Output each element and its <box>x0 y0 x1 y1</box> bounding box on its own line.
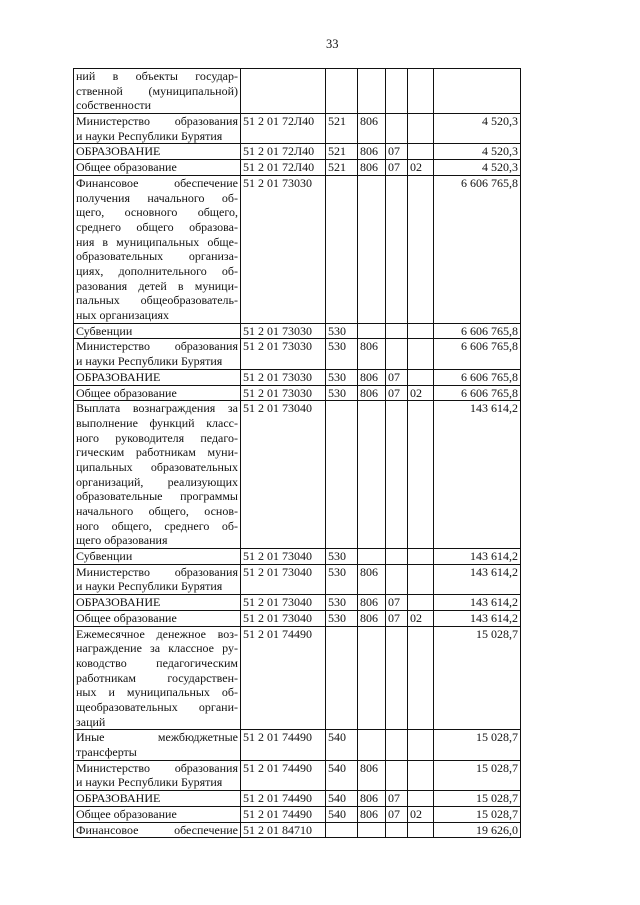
amount-cell: 6 606 765,8 <box>434 175 521 323</box>
item-name-cell <box>74 626 241 730</box>
section-cell <box>386 730 408 760</box>
amount-cell: 19 626,0 <box>434 822 521 838</box>
target-article-code-cell: 51 2 01 72Л40 <box>241 160 326 176</box>
section-cell <box>386 401 408 549</box>
item-name-line: ОБРАЗОВАНИЕ <box>76 791 161 806</box>
target-article-code-cell: 51 2 01 74490 <box>241 760 326 790</box>
item-name-line: щеобразовательных органи- <box>76 700 238 714</box>
target-article-code-cell: 51 2 01 73040 <box>241 595 326 611</box>
amount-cell: 15 028,7 <box>434 760 521 790</box>
ministry-code-cell: 806 <box>358 610 386 626</box>
ministry-code-cell: 806 <box>358 369 386 385</box>
item-name-cell <box>74 69 241 114</box>
amount-cell: 6 606 765,8 <box>434 369 521 385</box>
item-name-line: ных и муниципальных об- <box>76 685 238 700</box>
expense-type-cell: 521 <box>326 160 358 176</box>
target-article-code-cell: 51 2 01 73030 <box>241 339 326 369</box>
ministry-code-cell <box>358 822 386 838</box>
subsection-cell <box>408 69 434 114</box>
subsection-cell: 02 <box>408 385 434 401</box>
subsection-cell <box>408 791 434 807</box>
item-name-cell <box>74 791 241 807</box>
table-row <box>74 160 521 176</box>
item-name-cell <box>74 549 241 565</box>
table-row <box>74 385 521 401</box>
item-name-cell <box>74 323 241 339</box>
subsection-cell <box>408 401 434 549</box>
item-name-line: образовательных организа- <box>76 249 238 264</box>
item-name-line: ного руководителя педаго- <box>76 430 238 445</box>
amount-cell: 6 606 765,8 <box>434 339 521 369</box>
expense-type-cell: 530 <box>326 595 358 611</box>
amount-cell: 143 614,2 <box>434 401 521 549</box>
target-article-code-cell: 51 2 01 74490 <box>241 730 326 760</box>
table-row <box>74 595 521 611</box>
ministry-code-cell: 806 <box>358 160 386 176</box>
section-cell <box>386 822 408 838</box>
target-article-code-cell: 51 2 01 72Л40 <box>241 144 326 160</box>
section-cell <box>386 69 408 114</box>
item-name-cell <box>74 401 241 549</box>
table-row <box>74 549 521 565</box>
target-article-code-cell: 51 2 01 74490 <box>241 626 326 730</box>
subsection-cell <box>408 564 434 594</box>
target-article-code-cell: 51 2 01 74490 <box>241 806 326 822</box>
table-row <box>74 626 521 730</box>
table-row <box>74 323 521 339</box>
section-cell: 07 <box>386 610 408 626</box>
item-name-line: среднего общего образова- <box>76 219 238 234</box>
table-row <box>74 791 521 807</box>
subsection-cell: 02 <box>408 806 434 822</box>
item-name-line: получения начального об- <box>76 190 238 205</box>
subsection-cell <box>408 369 434 385</box>
subsection-cell <box>408 760 434 790</box>
expense-type-cell <box>326 175 358 323</box>
target-article-code-cell: 51 2 01 73030 <box>241 385 326 401</box>
table-row <box>74 822 521 838</box>
ministry-code-cell: 806 <box>358 564 386 594</box>
expense-type-cell: 530 <box>326 323 358 339</box>
table-row <box>74 564 521 594</box>
section-cell: 07 <box>386 144 408 160</box>
item-name-line: ципальных образовательных <box>76 459 238 474</box>
subsection-cell <box>408 626 434 730</box>
expense-type-cell <box>326 626 358 730</box>
expense-type-cell: 540 <box>326 730 358 760</box>
table-row <box>74 369 521 385</box>
item-name-cell <box>74 610 241 626</box>
item-name-line: ния в муниципальных обще- <box>76 234 238 249</box>
item-name-line: Ежемесячное денежное воз- <box>76 626 238 641</box>
subsection-cell <box>408 339 434 369</box>
expense-type-cell: 530 <box>326 385 358 401</box>
expense-type-cell: 530 <box>326 369 358 385</box>
section-cell <box>386 339 408 369</box>
section-cell: 07 <box>386 806 408 822</box>
item-name-line: работникам государствен- <box>76 670 238 685</box>
expense-type-cell <box>326 401 358 549</box>
item-name-line: Выплата вознаграждения за <box>76 401 238 416</box>
target-article-code-cell: 51 2 01 72Л40 <box>241 114 326 144</box>
item-name-line: ОБРАЗОВАНИЕ <box>76 369 161 384</box>
ministry-code-cell: 806 <box>358 595 386 611</box>
item-name-cell <box>74 806 241 822</box>
item-name-line: щего образования <box>76 533 168 548</box>
ministry-code-cell: 806 <box>358 144 386 160</box>
ministry-code-cell: 806 <box>358 385 386 401</box>
item-name-line: Министерство образования <box>76 564 238 579</box>
expense-type-cell <box>326 822 358 838</box>
item-name-line: ных организациях <box>76 308 170 323</box>
item-name-line: Общее образование <box>76 385 177 400</box>
target-article-code-cell: 51 2 01 84710 <box>241 822 326 838</box>
table-row <box>74 610 521 626</box>
item-name-line: ственной (муниципальной) <box>76 83 238 98</box>
section-cell <box>386 323 408 339</box>
amount-cell: 4 520,3 <box>434 144 521 160</box>
table-row <box>74 175 521 323</box>
ministry-code-cell <box>358 323 386 339</box>
expense-type-cell: 530 <box>326 610 358 626</box>
section-cell: 07 <box>386 595 408 611</box>
ministry-code-cell: 806 <box>358 760 386 790</box>
target-article-code-cell: 51 2 01 73040 <box>241 564 326 594</box>
amount-cell: 15 028,7 <box>434 791 521 807</box>
amount-cell: 143 614,2 <box>434 564 521 594</box>
target-article-code-cell: 51 2 01 73030 <box>241 369 326 385</box>
item-name-line: и науки Республики Бурятия <box>76 128 223 143</box>
item-name-cell <box>74 564 241 594</box>
section-cell <box>386 626 408 730</box>
subsection-cell <box>408 549 434 565</box>
item-name-line: Общее образование <box>76 610 177 625</box>
ministry-code-cell: 806 <box>358 806 386 822</box>
expense-type-cell: 521 <box>326 144 358 160</box>
item-name-line: ОБРАЗОВАНИЕ <box>76 144 161 159</box>
target-article-code-cell: 51 2 01 73040 <box>241 549 326 565</box>
subsection-cell: 02 <box>408 160 434 176</box>
section-cell <box>386 564 408 594</box>
item-name-line: Иные межбюджетные <box>76 730 238 745</box>
item-name-line: гическим работникам муни- <box>76 445 238 460</box>
item-name-line: Финансовое обеспечение <box>76 175 238 190</box>
item-name-line: Субвенции <box>76 549 133 564</box>
amount-cell: 15 028,7 <box>434 806 521 822</box>
table-row <box>74 114 521 144</box>
item-name-line: заций <box>76 714 106 729</box>
item-name-line: щего, основного общего, <box>76 205 238 220</box>
amount-cell: 143 614,2 <box>434 595 521 611</box>
item-name-cell <box>74 385 241 401</box>
table-row <box>74 339 521 369</box>
item-name-cell <box>74 730 241 760</box>
item-name-line: и науки Республики Бурятия <box>76 775 223 790</box>
budget-table-body <box>74 69 521 838</box>
item-name-line: пальных общеобразователь- <box>76 293 238 308</box>
amount-cell: 15 028,7 <box>434 730 521 760</box>
expense-type-cell: 530 <box>326 549 358 565</box>
ministry-code-cell <box>358 549 386 565</box>
page-number: 33 <box>326 37 339 51</box>
item-name-line: начального общего, основ- <box>76 504 238 519</box>
subsection-cell <box>408 175 434 323</box>
ministry-code-cell <box>358 69 386 114</box>
expense-type-cell: 540 <box>326 806 358 822</box>
subsection-cell <box>408 822 434 838</box>
target-article-code-cell: 51 2 01 73040 <box>241 401 326 549</box>
target-article-code-cell <box>241 69 326 114</box>
item-name-cell <box>74 144 241 160</box>
item-name-line: награждение за классное ру- <box>76 641 238 656</box>
expense-type-cell: 540 <box>326 791 358 807</box>
ministry-code-cell <box>358 175 386 323</box>
item-name-cell <box>74 369 241 385</box>
item-name-line: Общее образование <box>76 806 177 821</box>
section-cell <box>386 760 408 790</box>
item-name-line: ний в объекты государ- <box>76 69 238 83</box>
item-name-line: ного общего, среднего об- <box>76 518 238 533</box>
item-name-line: Министерство образования <box>76 114 238 129</box>
section-cell <box>386 114 408 144</box>
item-name-line: Субвенции <box>76 323 133 338</box>
item-name-line: Общее образование <box>76 160 177 175</box>
target-article-code-cell: 51 2 01 73030 <box>241 323 326 339</box>
subsection-cell <box>408 323 434 339</box>
amount-cell: 6 606 765,8 <box>434 323 521 339</box>
item-name-cell <box>74 339 241 369</box>
expense-type-cell: 530 <box>326 564 358 594</box>
item-name-line: образовательные программы <box>76 489 238 504</box>
item-name-line: собственности <box>76 98 152 113</box>
budget-table <box>73 68 521 838</box>
item-name-line: разования детей в муници- <box>76 278 238 293</box>
expense-type-cell: 530 <box>326 339 358 369</box>
item-name-line: Финансовое обеспечение <box>76 822 238 837</box>
item-name-cell <box>74 160 241 176</box>
amount-cell: 4 520,3 <box>434 114 521 144</box>
table-row <box>74 760 521 790</box>
section-cell: 07 <box>386 369 408 385</box>
item-name-cell <box>74 822 241 838</box>
table-row <box>74 401 521 549</box>
amount-cell: 143 614,2 <box>434 610 521 626</box>
expense-type-cell: 540 <box>326 760 358 790</box>
item-name-line: Министерство образования <box>76 339 238 354</box>
target-article-code-cell: 51 2 01 73030 <box>241 175 326 323</box>
ministry-code-cell: 806 <box>358 791 386 807</box>
table-row <box>74 730 521 760</box>
amount-cell: 143 614,2 <box>434 549 521 565</box>
target-article-code-cell: 51 2 01 73040 <box>241 610 326 626</box>
item-name-cell <box>74 760 241 790</box>
ministry-code-cell: 806 <box>358 339 386 369</box>
subsection-cell: 02 <box>408 610 434 626</box>
table-row <box>74 69 521 114</box>
expense-type-cell: 521 <box>326 114 358 144</box>
section-cell: 07 <box>386 791 408 807</box>
item-name-line: ководство педагогическим <box>76 655 238 670</box>
section-cell: 07 <box>386 160 408 176</box>
item-name-line: выполнение функций класс- <box>76 415 238 430</box>
item-name-cell <box>74 114 241 144</box>
item-name-line: ОБРАЗОВАНИЕ <box>76 595 161 610</box>
ministry-code-cell: 806 <box>358 114 386 144</box>
item-name-line: трансферты <box>76 745 137 760</box>
ministry-code-cell <box>358 626 386 730</box>
subsection-cell <box>408 595 434 611</box>
section-cell: 07 <box>386 385 408 401</box>
amount-cell: 6 606 765,8 <box>434 385 521 401</box>
item-name-line: организаций, реализующих <box>76 474 238 489</box>
ministry-code-cell <box>358 730 386 760</box>
amount-cell <box>434 69 521 114</box>
item-name-line: циях, дополнительного об- <box>76 263 238 278</box>
expense-type-cell <box>326 69 358 114</box>
item-name-line: Министерство образования <box>76 760 238 775</box>
subsection-cell <box>408 144 434 160</box>
item-name-cell <box>74 175 241 323</box>
amount-cell: 4 520,3 <box>434 160 521 176</box>
item-name-line: и науки Республики Бурятия <box>76 354 223 369</box>
amount-cell: 15 028,7 <box>434 626 521 730</box>
section-cell <box>386 549 408 565</box>
subsection-cell <box>408 730 434 760</box>
item-name-line: и науки Республики Бурятия <box>76 579 223 594</box>
target-article-code-cell: 51 2 01 74490 <box>241 791 326 807</box>
table-row <box>74 806 521 822</box>
table-row <box>74 144 521 160</box>
subsection-cell <box>408 114 434 144</box>
ministry-code-cell <box>358 401 386 549</box>
item-name-cell <box>74 595 241 611</box>
section-cell <box>386 175 408 323</box>
